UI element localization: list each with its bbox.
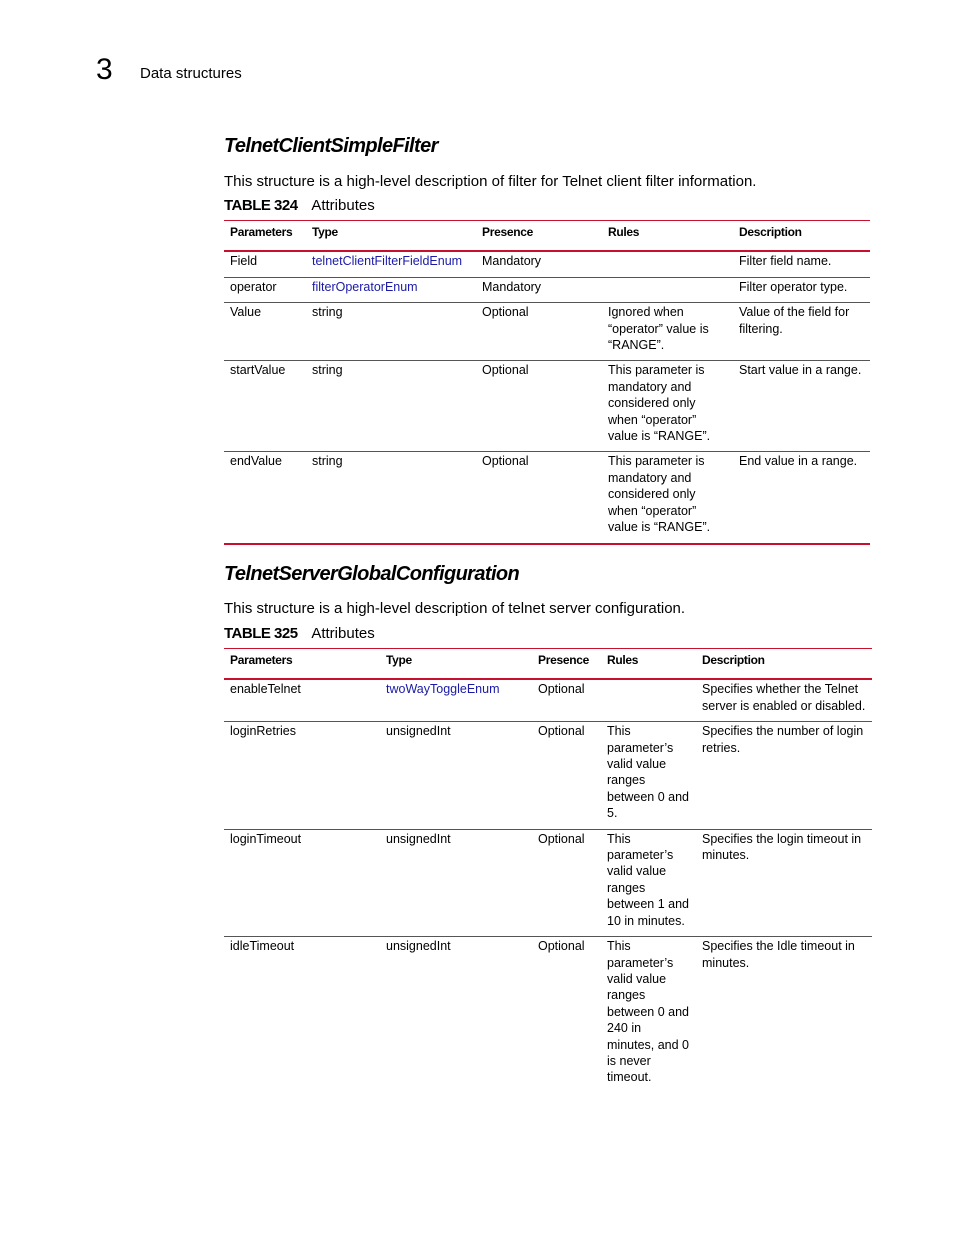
param-cell: endValue	[224, 452, 306, 544]
type-cell: string	[306, 303, 476, 361]
section-heading: TelnetClientSimpleFilter	[224, 135, 438, 157]
rules-cell: This parameter is mandatory and considered only when “operator” value is “RANGE”.	[602, 452, 733, 544]
table-row	[224, 722, 872, 829]
param-cell: Value	[224, 303, 306, 361]
rules-cell: This parameter’s valid value ranges between 0 and 240 in minutes, and 0 is never timeout.	[607, 939, 690, 1085]
table-header-row	[224, 649, 872, 680]
description-cell: Specifies the Idle timeout in minutes.	[702, 939, 855, 970]
description-cell: Specifies whether the Telnet server is enabled or disabled.	[696, 679, 872, 721]
type-cell: unsignedInt	[380, 722, 532, 829]
param-cell: idleTimeout	[230, 939, 295, 954]
column-header: Rules	[602, 221, 733, 252]
column-header: Type	[380, 649, 532, 680]
column-header: Parameters	[224, 649, 380, 680]
param-cell: operator	[224, 277, 306, 302]
type-cell: string	[306, 361, 476, 452]
column-header: Rules	[601, 649, 696, 680]
column-header: Description	[733, 221, 870, 252]
table-caption	[224, 625, 375, 643]
type-link[interactable]: twoWayToggleEnum	[380, 679, 532, 721]
column-header: Presence	[532, 649, 601, 680]
column-header: Description	[696, 649, 872, 680]
section-telnet-server-global-configuration	[224, 562, 884, 1122]
presence-cell: Optional	[532, 679, 601, 721]
section-description: This structure is a high-level description of telnet server configuration.	[224, 600, 686, 617]
chapter-title: Data structures	[140, 65, 242, 82]
chapter-number: 3	[96, 53, 113, 86]
description-cell: Filter field name.	[733, 251, 870, 277]
table-row	[224, 277, 870, 302]
type-cell: unsignedInt	[380, 829, 532, 936]
description-cell: Filter operator type.	[733, 277, 870, 302]
table-row	[224, 303, 870, 361]
section-heading: TelnetServerGlobalConfiguration	[224, 563, 520, 585]
description-cell: End value in a range.	[733, 452, 870, 544]
table-row	[224, 361, 870, 452]
section-telnet-client-simple-filter	[224, 134, 884, 554]
presence-cell: Optional	[538, 939, 585, 954]
column-header: Presence	[476, 221, 602, 252]
column-header: Type	[306, 221, 476, 252]
presence-cell: Mandatory	[476, 251, 602, 277]
param-cell: Field	[224, 251, 306, 277]
type-link[interactable]: filterOperatorEnum	[306, 277, 476, 302]
description-cell: Specifies the number of login retries.	[696, 722, 872, 829]
rules-cell	[602, 277, 733, 302]
table-number: TABLE 325	[224, 625, 298, 642]
table-caption-text: Attributes	[311, 625, 375, 642]
rules-cell: This parameter’s valid value ranges between 1 and 10 in minutes.	[601, 829, 696, 936]
description-cell: Start value in a range.	[733, 361, 870, 452]
presence-cell: Optional	[532, 722, 601, 829]
presence-cell: Optional	[476, 361, 602, 452]
presence-cell: Optional	[476, 452, 602, 544]
table-number: TABLE 324	[224, 197, 298, 214]
rules-cell: This parameter is mandatory and considered only when “operator” value is “RANGE”.	[602, 361, 733, 452]
table-caption-text: Attributes	[311, 197, 375, 214]
rules-cell	[601, 679, 696, 721]
description-cell: Value of the field for filtering.	[733, 303, 870, 361]
type-cell: unsignedInt	[386, 939, 451, 954]
table-header-row	[224, 221, 870, 252]
presence-cell: Mandatory	[476, 277, 602, 302]
presence-cell: Optional	[532, 829, 601, 936]
table-row	[224, 829, 872, 936]
table-caption	[224, 197, 375, 215]
table-row	[224, 251, 870, 277]
rules-cell: This parameter’s valid value ranges between 0 and 5.	[601, 722, 696, 829]
section-description: This structure is a high-level description of filter for Telnet client filter information.	[224, 173, 757, 190]
rules-cell	[602, 251, 733, 277]
attributes-table-325	[224, 648, 872, 1093]
table-row	[224, 679, 872, 721]
param-cell: enableTelnet	[224, 679, 380, 721]
rules-cell: Ignored when “operator” value is “RANGE”.	[602, 303, 733, 361]
column-header: Parameters	[224, 221, 306, 252]
type-link[interactable]: telnetClientFilterFieldEnum	[306, 251, 476, 277]
param-cell: startValue	[224, 361, 306, 452]
presence-cell: Optional	[476, 303, 602, 361]
table-row	[224, 452, 870, 544]
attributes-table-324	[224, 220, 870, 545]
description-cell: Specifies the login timeout in minutes.	[696, 829, 872, 936]
type-cell: string	[306, 452, 476, 544]
param-cell: loginTimeout	[224, 829, 380, 936]
param-cell: loginRetries	[224, 722, 380, 829]
table-row	[224, 937, 872, 1093]
